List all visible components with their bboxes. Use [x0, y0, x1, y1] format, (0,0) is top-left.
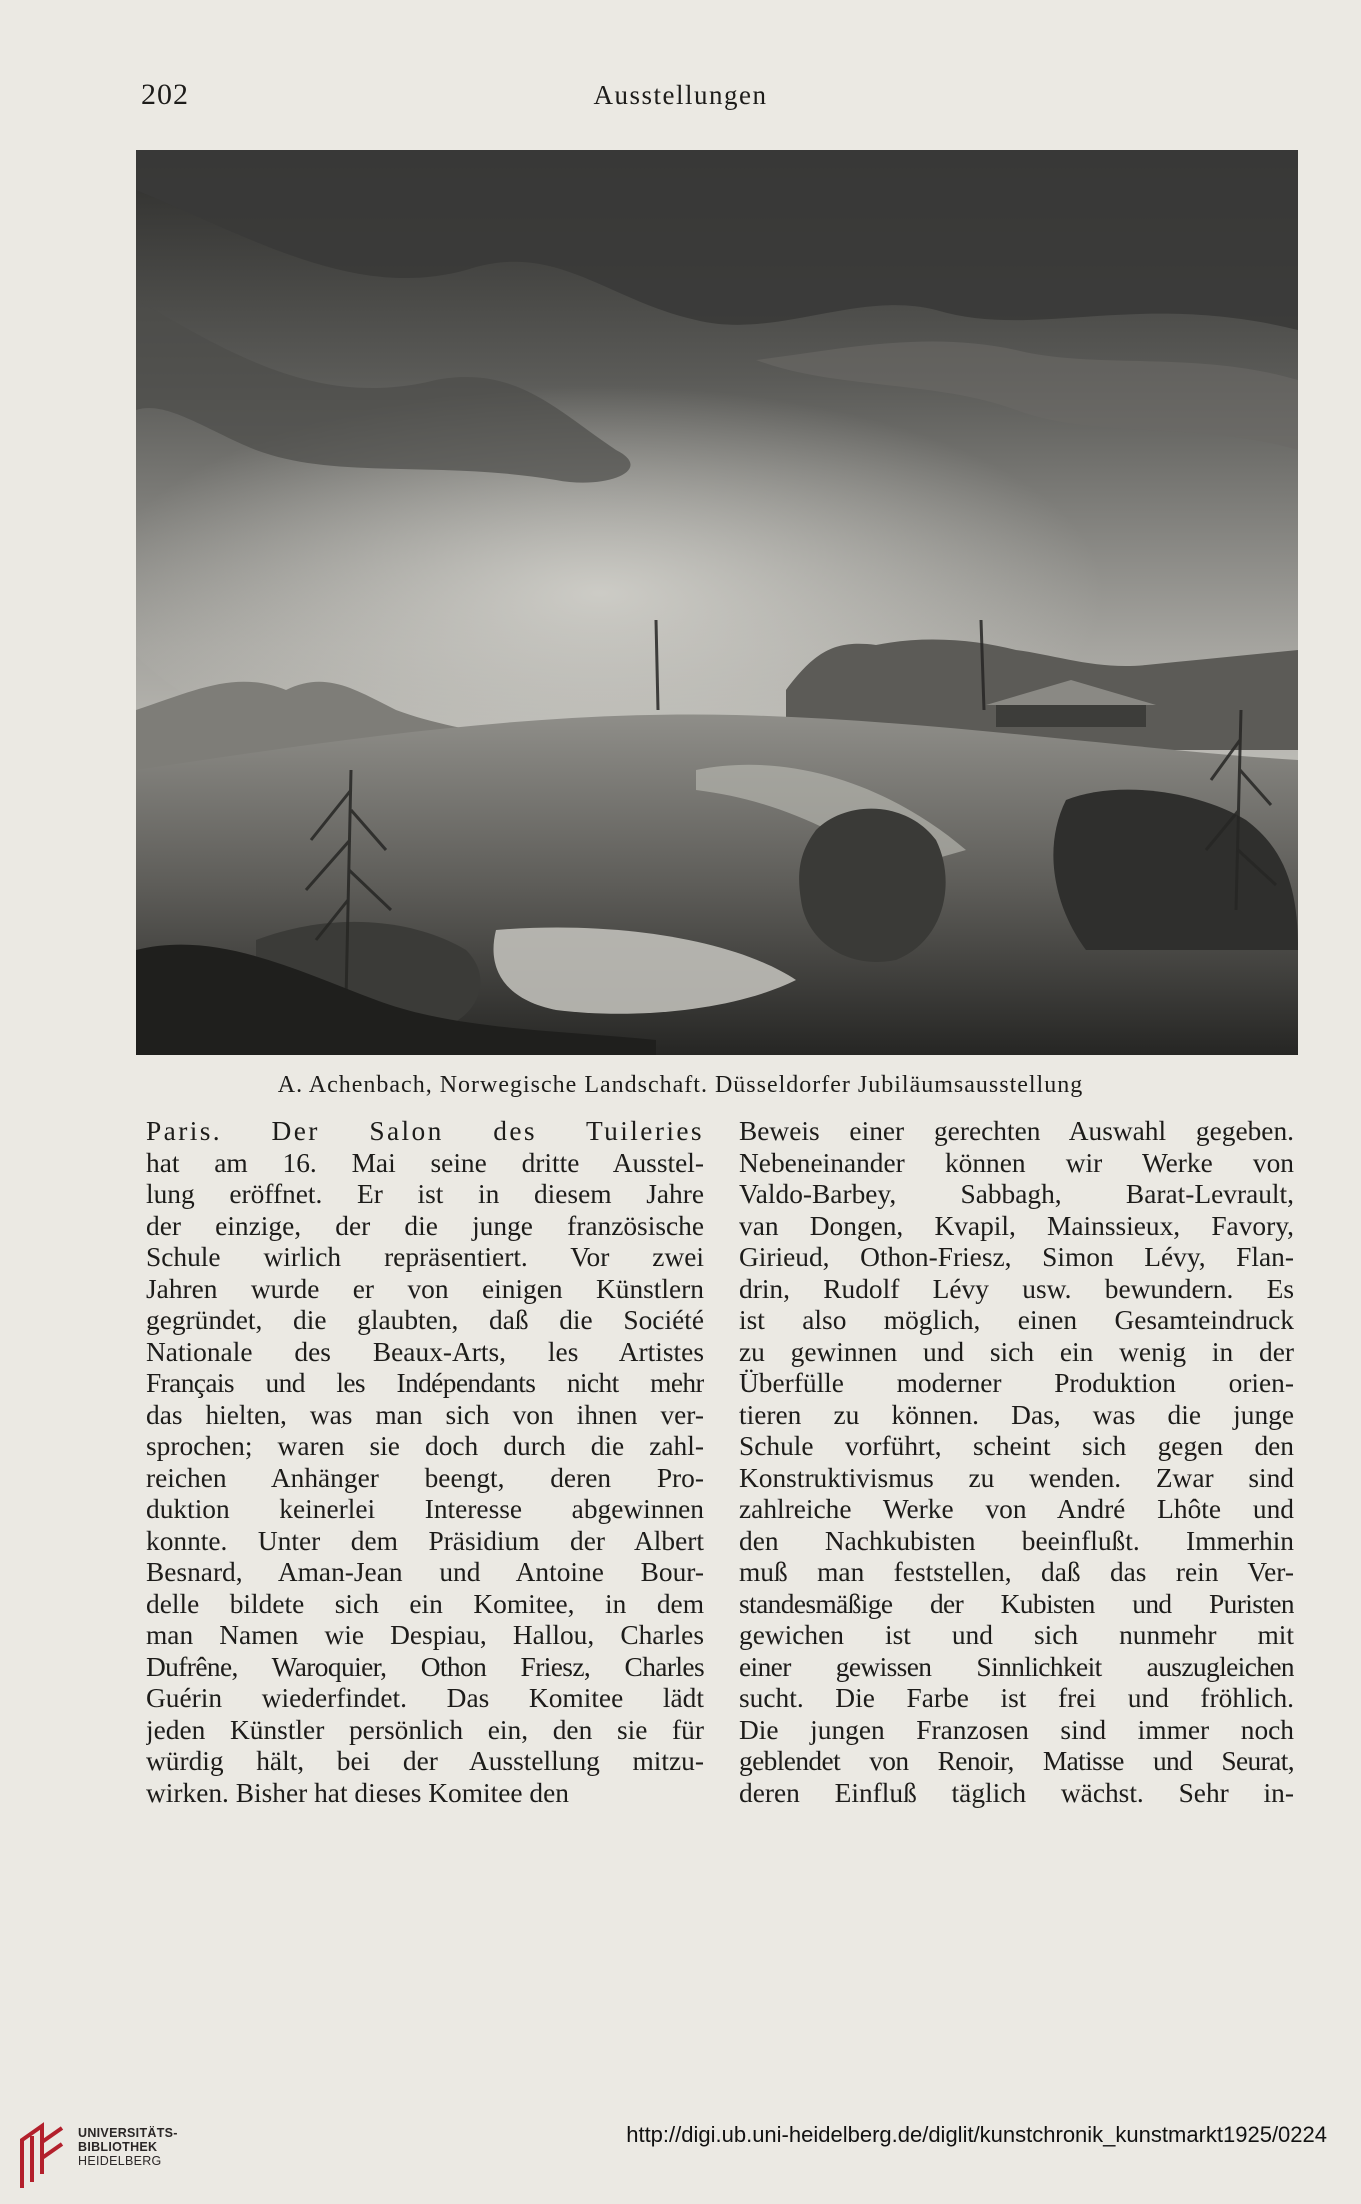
text-line: das hielten, was man sich von ihnen ver- — [146, 1399, 704, 1430]
text-line: Dufrêne, Waroquier, Othon Friesz, Charles — [146, 1651, 704, 1682]
source-url-link[interactable]: http://digi.ub.uni-heidelberg.de/diglit/kunstchronik_kunstmarkt1925/0224 — [626, 2122, 1327, 2147]
text-line: würdig hält, bei der Ausstellung mitzu- — [146, 1746, 704, 1776]
running-title: Ausstellungen — [593, 80, 768, 110]
text-line: einer gewissen Sinnlichkeit auszugleichen — [739, 1651, 1294, 1682]
ub-heidelberg-logo-icon — [14, 2118, 70, 2190]
text-line: sprochen; waren sie doch durch die zahl- — [146, 1431, 704, 1461]
library-name-line: BIBLIOTHEK — [78, 2140, 158, 2154]
text-line: Jahren wurde er von einigen Künstlern — [146, 1273, 704, 1304]
text-line: gewichen ist und sich nunmehr mit — [739, 1620, 1294, 1650]
text-line: standesmäßige der Kubisten und Puristen — [739, 1588, 1294, 1619]
text-line: konnte. Unter dem Präsidium der Albert — [146, 1525, 704, 1556]
library-name — [78, 2126, 178, 2168]
text-line: Guérin wiederfindet. Das Komitee lädt — [146, 1683, 704, 1713]
text-line: duktion keinerlei Interesse abgewinnen — [146, 1494, 704, 1524]
text-line: hat am 16. Mai seine dritte Ausstel- — [146, 1147, 704, 1178]
text-line: Beweis einer gerechten Auswahl gegeben. — [739, 1116, 1294, 1146]
text-line: delle bildete sich ein Komitee, in dem — [146, 1588, 704, 1619]
text-line: Paris. Der Salon des Tuileries — [146, 1116, 704, 1146]
text-line: van Dongen, Kvapil, Mainssieux, Favory, — [739, 1210, 1294, 1241]
text-line: sucht. Die Farbe ist frei und fröhlich. — [739, 1683, 1294, 1713]
text-line: lung eröffnet. Er ist in diesem Jahre — [146, 1179, 704, 1209]
text-line: Français und les Indépendants nicht mehr — [146, 1368, 704, 1398]
library-name-line: HEIDELBERG — [78, 2154, 162, 2168]
text-line: Valdo-Barbey, Sabbagh, Barat-Levrault, — [739, 1179, 1294, 1209]
digitization-footer — [0, 2104, 1361, 2204]
landscape-painting — [136, 150, 1298, 1055]
text-line: zahlreiche Werke von André Lhôte und — [739, 1494, 1294, 1524]
library-name-line: UNIVERSITÄTS- — [78, 2126, 178, 2140]
text-line: muß man feststellen, daß das rein Ver- — [739, 1557, 1294, 1587]
text-line: reichen Anhänger beengt, deren Pro- — [146, 1462, 704, 1493]
text-line: zu gewinnen und sich ein wenig in der — [739, 1336, 1294, 1367]
text-line: der einzige, der die junge französische — [146, 1210, 704, 1241]
text-line: Die jungen Franzosen sind immer noch — [739, 1714, 1294, 1745]
text-line: deren Einfluß täglich wächst. Sehr in- — [739, 1777, 1294, 1808]
text-line: drin, Rudolf Lévy usw. bewundern. Es — [739, 1273, 1294, 1304]
text-line: Nebeneinander können wir Werke von — [739, 1147, 1294, 1178]
text-line: man Namen wie Despiau, Hallou, Charles — [146, 1620, 704, 1650]
text-line: jeden Künstler persönlich ein, den sie für — [146, 1714, 704, 1745]
text-line: ist also möglich, einen Gesamteindruck — [739, 1305, 1294, 1335]
text-line: den Nachkubisten beeinflußt. Immerhin — [739, 1525, 1294, 1556]
text-line: geblendet von Renoir, Matisse und Seurat, — [739, 1746, 1294, 1776]
text-line: Girieud, Othon-Friesz, Simon Lévy, Flan- — [739, 1242, 1294, 1272]
running-head — [0, 78, 1361, 118]
figure-caption: A. Achenbach, Norwegische Landschaft. Düsseldorfer Jubiläumsausstellung — [277, 1072, 1084, 1098]
text-line: tieren zu können. Das, was die junge — [739, 1399, 1294, 1430]
page-number: 202 — [141, 78, 189, 111]
text-column-left — [146, 1116, 704, 1809]
text-line: Schule vorführt, scheint sich gegen den — [739, 1431, 1294, 1461]
text-column-right — [739, 1116, 1294, 1809]
text-line: Konstruktivismus zu wenden. Zwar sind — [739, 1462, 1294, 1493]
text-line: Überfülle moderner Produktion orien- — [739, 1368, 1294, 1398]
text-line: gegründet, die glaubten, daß die Société — [146, 1305, 704, 1335]
text-line: Nationale des Beaux-Arts, les Artistes — [146, 1336, 704, 1367]
text-line: wirken. Bisher hat dieses Komitee den — [146, 1777, 569, 1808]
text-line: Besnard, Aman-Jean und Antoine Bour- — [146, 1557, 704, 1587]
text-line: Schule wirlich repräsentiert. Vor zwei — [146, 1242, 704, 1272]
